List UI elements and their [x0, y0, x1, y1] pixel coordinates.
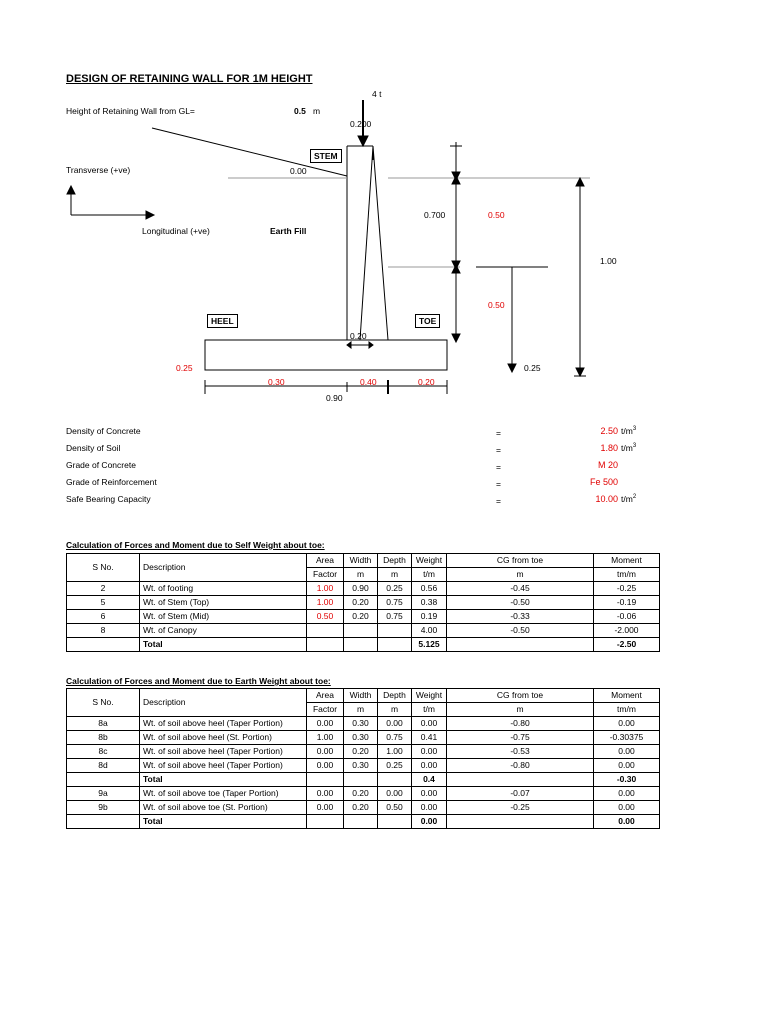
table-cell: 0.00: [378, 787, 412, 801]
table-cell: Wt. of soil above toe (Taper Portion): [140, 787, 307, 801]
table-cell: tm/m: [594, 568, 660, 582]
table-cell: Wt. of Canopy: [140, 624, 307, 638]
table-cell: 1.00: [307, 596, 344, 610]
table-cell: 6: [67, 610, 140, 624]
stem-label: STEM: [310, 149, 342, 163]
table-cell: 5.125: [412, 638, 447, 652]
dim-050-bottom: 0.50: [488, 300, 505, 310]
footing-depth-left: 0.25: [176, 363, 193, 373]
table-cell: Width: [344, 554, 378, 568]
property-value: Fe 500: [589, 477, 618, 487]
table-cell: Factor: [307, 703, 344, 717]
dim-100: 1.00: [600, 256, 617, 266]
longitudinal-label: Longitudinal (+ve): [142, 226, 210, 236]
table1-title: Calculation of Forces and Moment due to Self Weight about toe:: [66, 540, 325, 550]
load-label: 4 t: [372, 89, 382, 99]
unit-text: t/m: [621, 443, 633, 453]
property-equals: =: [496, 445, 501, 455]
heel-length: 0.30: [268, 377, 285, 387]
unit-exponent: 2: [632, 494, 637, 501]
table-cell: 8b: [67, 731, 140, 745]
table-cell: 0.30: [344, 759, 378, 773]
table-cell: -0.50: [447, 624, 594, 638]
earth-weight-table: [66, 688, 660, 829]
table-cell: Depth: [378, 554, 412, 568]
dim-050-top: 0.50: [488, 210, 505, 220]
property-unit: [621, 443, 636, 453]
table-row: [67, 759, 660, 773]
page-title: DESIGN OF RETAINING WALL FOR 1M HEIGHT: [66, 73, 313, 85]
table-cell: 0.30: [344, 731, 378, 745]
table-cell: tm/m: [594, 703, 660, 717]
table-cell: Wt. of soil above heel (Taper Portion): [140, 759, 307, 773]
table-cell: 4.00: [412, 624, 447, 638]
property-label: Density of Concrete: [66, 426, 141, 436]
footing-depth-right: 0.25: [524, 363, 541, 373]
table-cell: m: [344, 568, 378, 582]
table-cell: 0.4: [412, 773, 447, 787]
dim-0700: 0.700: [424, 210, 446, 220]
table-cell: Width: [344, 689, 378, 703]
table-cell: 0.00: [307, 787, 344, 801]
table-total-row: [67, 773, 660, 787]
table-cell: 8d: [67, 759, 140, 773]
table-row: [67, 610, 660, 624]
table-cell: [447, 815, 594, 829]
table-cell: 0.00: [412, 815, 447, 829]
table-cell: m: [344, 703, 378, 717]
table-cell: 0.25: [378, 759, 412, 773]
table-row: [67, 787, 660, 801]
table-row: [67, 745, 660, 759]
table-header-row: [67, 554, 660, 568]
table-cell: 0.00: [594, 759, 660, 773]
retaining-wall-diagram: [0, 0, 768, 420]
table-cell: [307, 815, 344, 829]
table-cell: -0.25: [447, 801, 594, 815]
table-cell: 0.20: [344, 801, 378, 815]
table-cell: Moment: [594, 689, 660, 703]
table-cell: Depth: [378, 689, 412, 703]
table-cell: Wt. of Stem (Top): [140, 596, 307, 610]
zero-label: 0.00: [290, 166, 307, 176]
table-cell: 0.00: [594, 717, 660, 731]
table-cell: -0.07: [447, 787, 594, 801]
table-cell: 8a: [67, 717, 140, 731]
table-cell: S No.: [67, 689, 140, 717]
property-value: 2.50: [600, 426, 618, 436]
table-cell: Weight: [412, 689, 447, 703]
table-cell: 0.20: [344, 745, 378, 759]
table-cell: 0.00: [594, 815, 660, 829]
top-width-label: 0.200: [350, 119, 372, 129]
table-cell: CG from toe: [447, 554, 594, 568]
property-label: Density of Soil: [66, 443, 121, 453]
table-cell: [307, 638, 344, 652]
table-cell: -0.33: [447, 610, 594, 624]
table-cell: [447, 773, 594, 787]
property-value: 10.00: [595, 494, 618, 504]
table-cell: Factor: [307, 568, 344, 582]
table-cell: t/m: [412, 703, 447, 717]
table-cell: -0.06: [594, 610, 660, 624]
unit-text: t/m: [621, 426, 633, 436]
table-cell: 0.00: [412, 759, 447, 773]
table-cell: [67, 815, 140, 829]
property-value: M 20: [597, 460, 618, 470]
table-cell: 2: [67, 582, 140, 596]
property-value: 1.80: [600, 443, 618, 453]
table-cell: 0.25: [378, 582, 412, 596]
table-cell: 0.20: [344, 787, 378, 801]
table-cell: [67, 773, 140, 787]
table-cell: Area: [307, 689, 344, 703]
table-row: [67, 596, 660, 610]
table-cell: -0.50: [447, 596, 594, 610]
table-cell: -0.45: [447, 582, 594, 596]
table-cell: [447, 638, 594, 652]
table-row: [67, 624, 660, 638]
table-cell: Wt. of soil above heel (St. Portion): [140, 731, 307, 745]
table-cell: 0.00: [412, 745, 447, 759]
table-row: [67, 731, 660, 745]
table-cell: 1.00: [307, 582, 344, 596]
table-cell: [344, 815, 378, 829]
table-cell: [344, 773, 378, 787]
table-cell: [307, 773, 344, 787]
table-cell: 1.00: [307, 731, 344, 745]
table-cell: 0.90: [344, 582, 378, 596]
property-equals: =: [496, 496, 501, 506]
table-cell: 0.20: [344, 610, 378, 624]
table-cell: m: [447, 703, 594, 717]
table-cell: Area: [307, 554, 344, 568]
table-cell: [344, 638, 378, 652]
table-cell: -0.75: [447, 731, 594, 745]
table-cell: 0.00: [412, 787, 447, 801]
table-cell: 9b: [67, 801, 140, 815]
table-cell: 9a: [67, 787, 140, 801]
self-weight-table: [66, 553, 660, 652]
table-total-row: [67, 815, 660, 829]
stem-length: 0.40: [360, 377, 377, 387]
table-cell: Wt. of Stem (Mid): [140, 610, 307, 624]
table-cell: 0.00: [307, 759, 344, 773]
table-cell: 0.38: [412, 596, 447, 610]
table-cell: [378, 815, 412, 829]
table-cell: Total: [140, 815, 307, 829]
table-cell: 0.00: [378, 717, 412, 731]
table-cell: [378, 638, 412, 652]
table-cell: Wt. of soil above heel (Taper Portion): [140, 717, 307, 731]
toe-length: 0.20: [418, 377, 435, 387]
table-cell: [307, 624, 344, 638]
table-cell: -0.30375: [594, 731, 660, 745]
table-cell: 0.75: [378, 731, 412, 745]
table-cell: Weight: [412, 554, 447, 568]
property-unit: [621, 426, 636, 436]
table-cell: -0.80: [447, 717, 594, 731]
table-cell: 0.19: [412, 610, 447, 624]
table-cell: -0.53: [447, 745, 594, 759]
property-label: Grade of Reinforcement: [66, 477, 157, 487]
table-cell: 0.75: [378, 596, 412, 610]
table-cell: 0.00: [412, 801, 447, 815]
table-cell: 0.56: [412, 582, 447, 596]
table-cell: CG from toe: [447, 689, 594, 703]
table-row: [67, 801, 660, 815]
table-cell: -0.80: [447, 759, 594, 773]
toe-label: TOE: [415, 314, 440, 328]
table-cell: [378, 773, 412, 787]
table-cell: 0.75: [378, 610, 412, 624]
table-cell: S No.: [67, 554, 140, 582]
table-cell: -0.30: [594, 773, 660, 787]
table-cell: 0.00: [594, 787, 660, 801]
table-cell: Description: [140, 554, 307, 582]
heel-label: HEEL: [207, 314, 238, 328]
height-label: Height of Retaining Wall from GL=: [66, 106, 195, 116]
table-cell: Total: [140, 638, 307, 652]
table-cell: 0.00: [307, 745, 344, 759]
table-cell: 0.00: [307, 801, 344, 815]
table-cell: 0.20: [344, 596, 378, 610]
property-equals: =: [496, 428, 501, 438]
table-cell: -0.25: [594, 582, 660, 596]
table-cell: 0.00: [307, 717, 344, 731]
table-row: [67, 582, 660, 596]
table-cell: 5: [67, 596, 140, 610]
table-cell: [344, 624, 378, 638]
table-cell: m: [378, 703, 412, 717]
table-cell: [378, 624, 412, 638]
table-cell: -0.19: [594, 596, 660, 610]
table-cell: Wt. of footing: [140, 582, 307, 596]
table2-title: Calculation of Forces and Moment due to Earth Weight about toe:: [66, 676, 331, 686]
table-cell: Wt. of soil above heel (Taper Portion): [140, 745, 307, 759]
transverse-label: Transverse (+ve): [66, 165, 131, 175]
earth-fill-label: Earth Fill: [270, 226, 307, 236]
table-cell: 8: [67, 624, 140, 638]
table-cell: 0.00: [594, 745, 660, 759]
table-cell: -2.000: [594, 624, 660, 638]
table-cell: -2.50: [594, 638, 660, 652]
unit-exponent: 3: [632, 426, 637, 433]
property-label: Grade of Concrete: [66, 460, 136, 470]
table-cell: m: [447, 568, 594, 582]
table-cell: 0.00: [594, 801, 660, 815]
table-header-row: [67, 689, 660, 703]
table-cell: Moment: [594, 554, 660, 568]
table-cell: 1.00: [378, 745, 412, 759]
property-equals: =: [496, 479, 501, 489]
table-cell: 0.00: [412, 717, 447, 731]
property-label: Safe Bearing Capacity: [66, 494, 151, 504]
table-cell: 8c: [67, 745, 140, 759]
table-cell: 0.50: [307, 610, 344, 624]
table-cell: Total: [140, 773, 307, 787]
table-row: [67, 717, 660, 731]
table-cell: m: [378, 568, 412, 582]
table-cell: t/m: [412, 568, 447, 582]
property-unit: [621, 494, 636, 504]
table-cell: Description: [140, 689, 307, 717]
table-cell: 0.30: [344, 717, 378, 731]
table-cell: 0.41: [412, 731, 447, 745]
stem-bottom-width: 0.20: [350, 331, 367, 341]
unit-exponent: 3: [632, 443, 637, 450]
height-unit: m: [313, 106, 321, 116]
table-cell: 0.50: [378, 801, 412, 815]
table-cell: Wt. of soil above toe (St. Portion): [140, 801, 307, 815]
total-length: 0.90: [326, 393, 343, 403]
unit-text: t/m: [621, 494, 633, 504]
table-cell: [67, 638, 140, 652]
table-total-row: [67, 638, 660, 652]
property-equals: =: [496, 462, 501, 472]
height-value: 0.5: [294, 106, 306, 116]
